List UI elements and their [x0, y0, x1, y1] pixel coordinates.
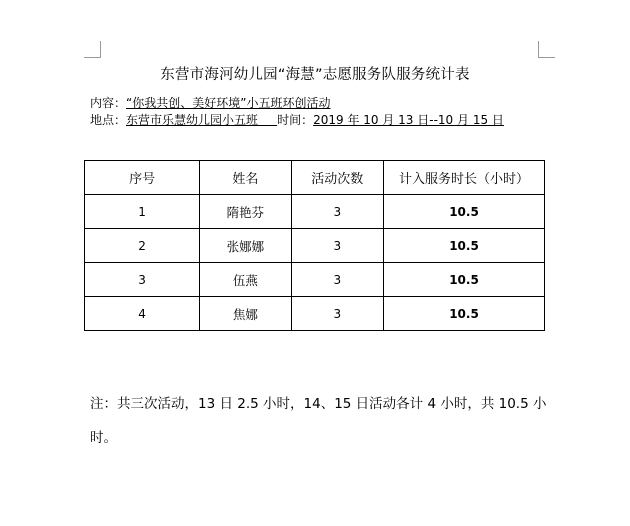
- cell-hours: 10.5: [383, 229, 544, 263]
- document-title: 东营市海河幼儿园“海慧”志愿服务队服务统计表: [160, 67, 470, 83]
- cell-count: 3: [291, 195, 383, 229]
- cell-hours: 10.5: [383, 297, 544, 331]
- header-name: 姓名: [200, 161, 291, 195]
- cell-seq: 4: [85, 297, 200, 331]
- content-value: “你我共创、美好环境”小五班环创活动: [126, 96, 331, 110]
- cell-seq: 2: [85, 229, 200, 263]
- cell-name: 伍燕: [200, 263, 291, 297]
- cell-count: 3: [291, 229, 383, 263]
- cell-name: 隋艳芬: [200, 195, 291, 229]
- time-label: 时间：: [277, 113, 314, 127]
- cell-name: 张娜娜: [200, 229, 291, 263]
- cell-count: 3: [291, 297, 383, 331]
- page-corner-mark-top-left: [84, 41, 101, 58]
- location-label: 地点：: [90, 113, 127, 127]
- time-value: 2019 年 10 月 13 日--10 月 15 日: [313, 113, 504, 127]
- table-row: [85, 229, 545, 263]
- header-seq: 序号: [85, 161, 200, 195]
- header-hours: 计入服务时长（小时）: [383, 161, 544, 195]
- location-value: 东营市乐慧幼儿园小五班: [126, 113, 278, 127]
- footnote: 注：共三次活动，13 日 2.5 小时，14、15 日活动各计 4 小时，共 10.5 小时。: [90, 396, 547, 446]
- header-count: 活动次数: [291, 161, 383, 195]
- cell-hours: 10.5: [383, 263, 544, 297]
- cell-seq: 1: [85, 195, 200, 229]
- cell-name: 焦娜: [200, 297, 291, 331]
- cell-seq: 3: [85, 263, 200, 297]
- table-row: [85, 297, 545, 331]
- service-stats-table: [84, 160, 545, 331]
- table-header-row: [85, 161, 545, 195]
- page-corner-mark-top-right: [538, 41, 555, 58]
- location-time-line: [90, 111, 504, 128]
- content-line: [90, 94, 330, 111]
- content-label: 内容：: [90, 96, 127, 110]
- table-row: [85, 195, 545, 229]
- table-row: [85, 263, 545, 297]
- cell-hours: 10.5: [383, 195, 544, 229]
- cell-count: 3: [291, 263, 383, 297]
